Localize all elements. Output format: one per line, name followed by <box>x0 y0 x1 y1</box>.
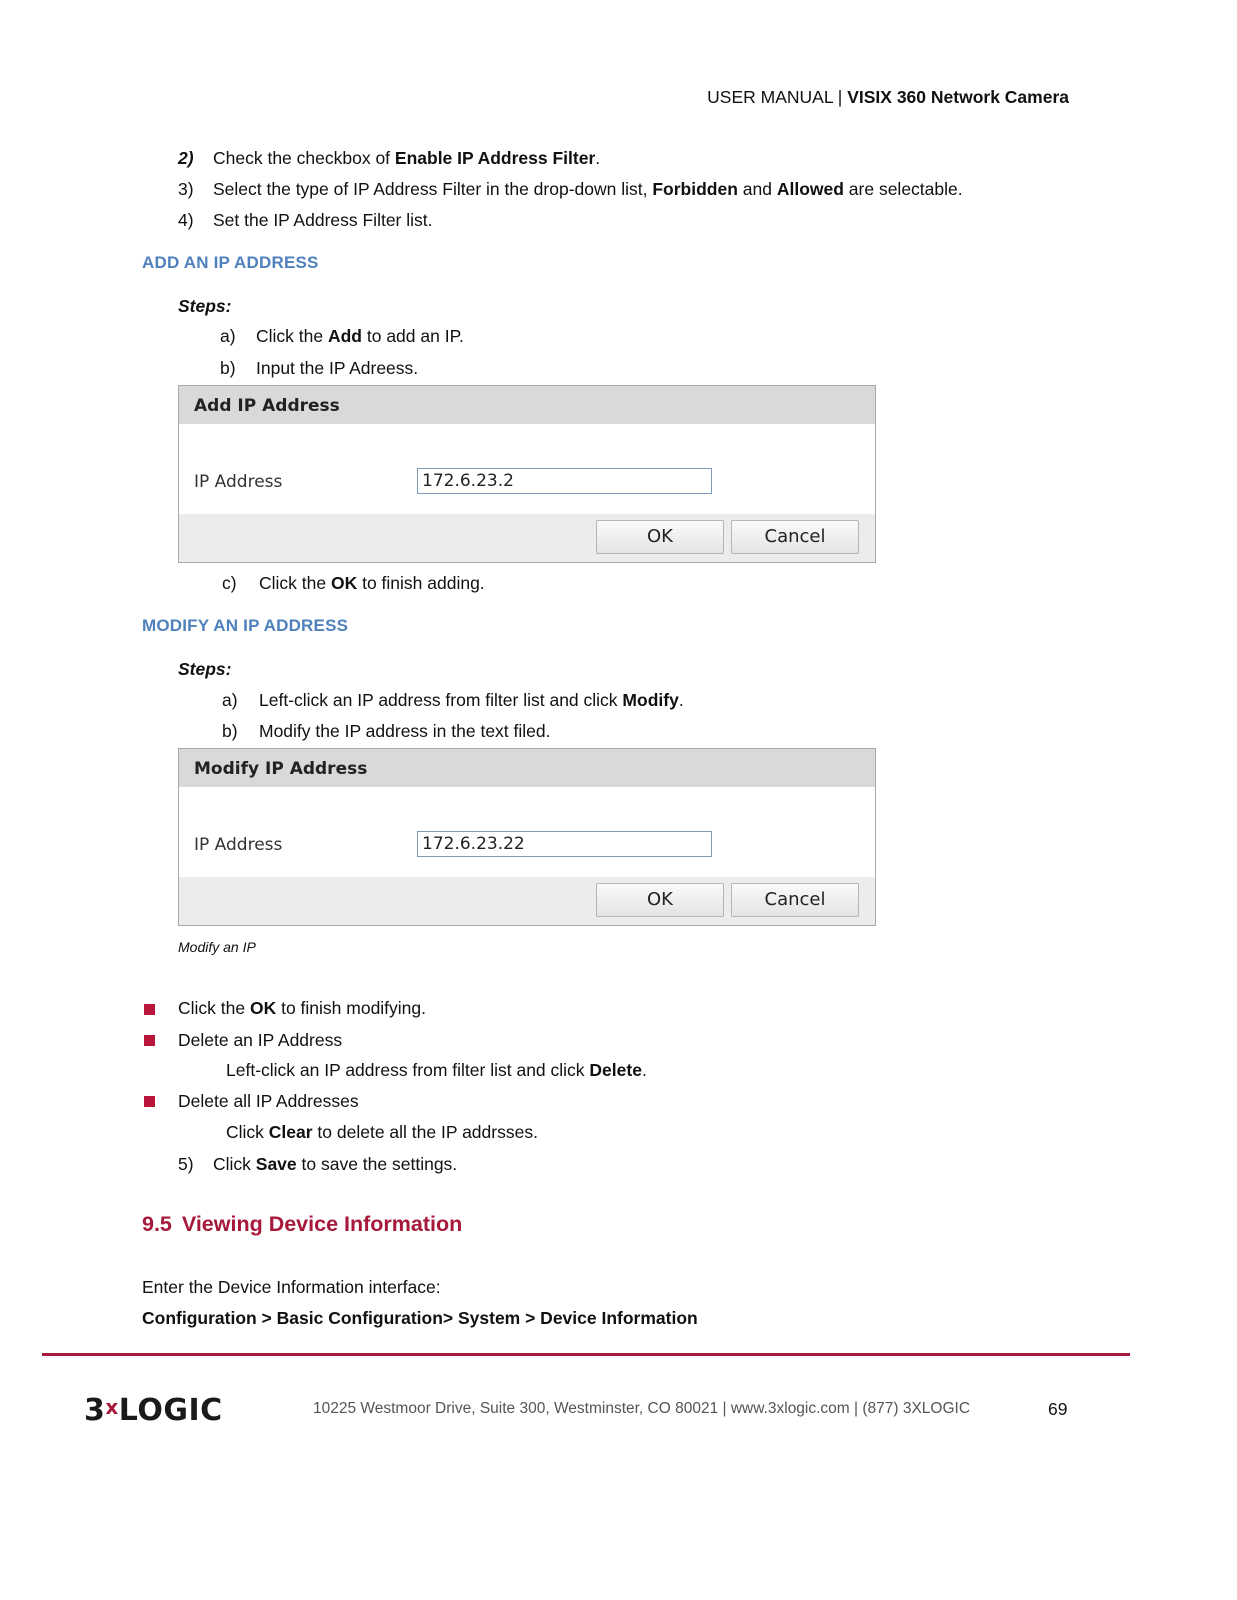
logo-part: 3 <box>84 1393 106 1428</box>
step-text: Modify the IP address in the text filed. <box>259 721 551 741</box>
step-letter: a) <box>220 326 236 346</box>
step-text: Click the <box>256 326 328 346</box>
ip-address-label: IP Address <box>194 472 283 492</box>
step-text: are selectable. <box>843 179 963 199</box>
add-step-b <box>220 357 419 379</box>
step-bold: OK <box>330 573 358 593</box>
dialog-title: Modify IP Address <box>179 749 875 787</box>
step-bold: Enable IP Address Filter <box>394 148 596 168</box>
dialog-footer <box>179 514 875 562</box>
footer-address: 10225 Westmoor Drive, Suite 300, Westminster, CO 80021 | www.3xlogic.com | (877) 3XLOGIC <box>313 1400 971 1417</box>
running-header <box>707 86 1069 108</box>
header-product: VISIX 360 Network Camera <box>847 87 1069 107</box>
dialog-title: Add IP Address <box>179 386 875 424</box>
dialog-footer <box>179 877 875 925</box>
add-ip-dialog <box>178 385 876 563</box>
step-4 <box>178 209 433 231</box>
step-letter: b) <box>222 721 238 741</box>
step-bold: Modify <box>622 690 679 710</box>
footer-rule <box>42 1353 1130 1356</box>
add-ip-heading: ADD AN IP ADDRESS <box>142 253 319 272</box>
step-text: to finish adding. <box>357 573 485 593</box>
step-text: Click the <box>259 573 331 593</box>
bullet-bold: Clear <box>268 1122 313 1142</box>
bullet-square-icon <box>144 1004 155 1015</box>
step-text: . <box>678 690 684 710</box>
step-number: 2) <box>178 148 194 168</box>
ok-button[interactable]: OK <box>596 883 724 917</box>
figure-caption: Modify an IP <box>178 939 256 955</box>
step-bold: Add <box>327 326 362 346</box>
modify-step-a <box>222 689 684 711</box>
section-number: 9.5 <box>142 1212 172 1236</box>
cancel-button[interactable]: Cancel <box>731 883 859 917</box>
menu-path: Configuration > Basic Configuration> System > Device Information <box>142 1308 698 1328</box>
section-heading <box>142 1212 462 1237</box>
step-text: Input the IP Adreess. <box>256 358 419 378</box>
ip-address-label: IP Address <box>194 835 283 855</box>
modify-ip-dialog <box>178 748 876 926</box>
step-5 <box>178 1153 458 1175</box>
step-letter: b) <box>220 358 236 378</box>
step-bold: Allowed <box>776 179 844 199</box>
step-3 <box>178 178 963 200</box>
cancel-button[interactable]: Cancel <box>731 520 859 554</box>
bullet-item: Delete all IP Addresses <box>178 1091 359 1111</box>
step-number: 3) <box>178 179 194 199</box>
bullet-item <box>178 997 426 1019</box>
step-text: to add an IP. <box>362 326 464 346</box>
bullet-text: . <box>641 1060 647 1080</box>
bullet-text: to delete all the IP addrsses. <box>312 1122 538 1142</box>
step-bold: Forbidden <box>652 179 738 199</box>
step-number: 5) <box>178 1154 194 1174</box>
modify-step-b <box>222 720 551 742</box>
bullet-text: to finish modifying. <box>276 998 427 1018</box>
ip-address-input[interactable]: 172.6.23.2 <box>417 468 712 494</box>
logo-part: LOGIC <box>118 1393 223 1428</box>
add-step-a <box>220 325 464 347</box>
bullet-text: Left-click an IP address from filter list and click <box>226 1060 590 1080</box>
step-text: . <box>595 148 601 168</box>
step-letter: c) <box>222 573 237 593</box>
step-text: Click <box>213 1154 256 1174</box>
section-intro: Enter the Device Information interface: <box>142 1277 441 1297</box>
ip-address-input[interactable]: 172.6.23.22 <box>417 831 712 857</box>
section-title: Viewing Device Information <box>181 1212 463 1236</box>
step-text: Check the checkbox of <box>213 148 395 168</box>
step-text: Select the type of IP Address Filter in the drop-down list, <box>213 179 653 199</box>
bullet-square-icon <box>144 1035 155 1046</box>
bullet-bold: Delete <box>589 1060 642 1080</box>
header-separator: | <box>837 87 843 107</box>
modify-ip-heading: MODIFY AN IP ADDRESS <box>142 616 349 635</box>
bullet-subtext <box>226 1121 538 1143</box>
logo-x: x <box>105 1395 119 1419</box>
bullet-bold: OK <box>249 998 277 1018</box>
step-bold: Save <box>255 1154 297 1174</box>
step-letter: a) <box>222 690 238 710</box>
bullet-subtext <box>226 1059 647 1081</box>
step-text: Set the IP Address Filter list. <box>213 210 433 230</box>
company-logo <box>84 1393 223 1428</box>
header-prefix: USER MANUAL <box>707 87 833 107</box>
bullet-text: Click <box>226 1122 269 1142</box>
steps-label: Steps: <box>178 296 232 316</box>
step-number: 4) <box>178 210 194 230</box>
bullet-square-icon <box>144 1096 155 1107</box>
page-number: 69 <box>1048 1399 1068 1419</box>
step-text: to save the settings. <box>296 1154 458 1174</box>
bullet-item: Delete an IP Address <box>178 1030 343 1050</box>
ok-button[interactable]: OK <box>596 520 724 554</box>
add-step-c <box>222 572 485 594</box>
step-2 <box>178 147 601 169</box>
bullet-text: Click the <box>178 998 250 1018</box>
step-text: and <box>737 179 777 199</box>
steps-label: Steps: <box>178 659 232 679</box>
step-text: Left-click an IP address from filter list and click <box>259 690 623 710</box>
